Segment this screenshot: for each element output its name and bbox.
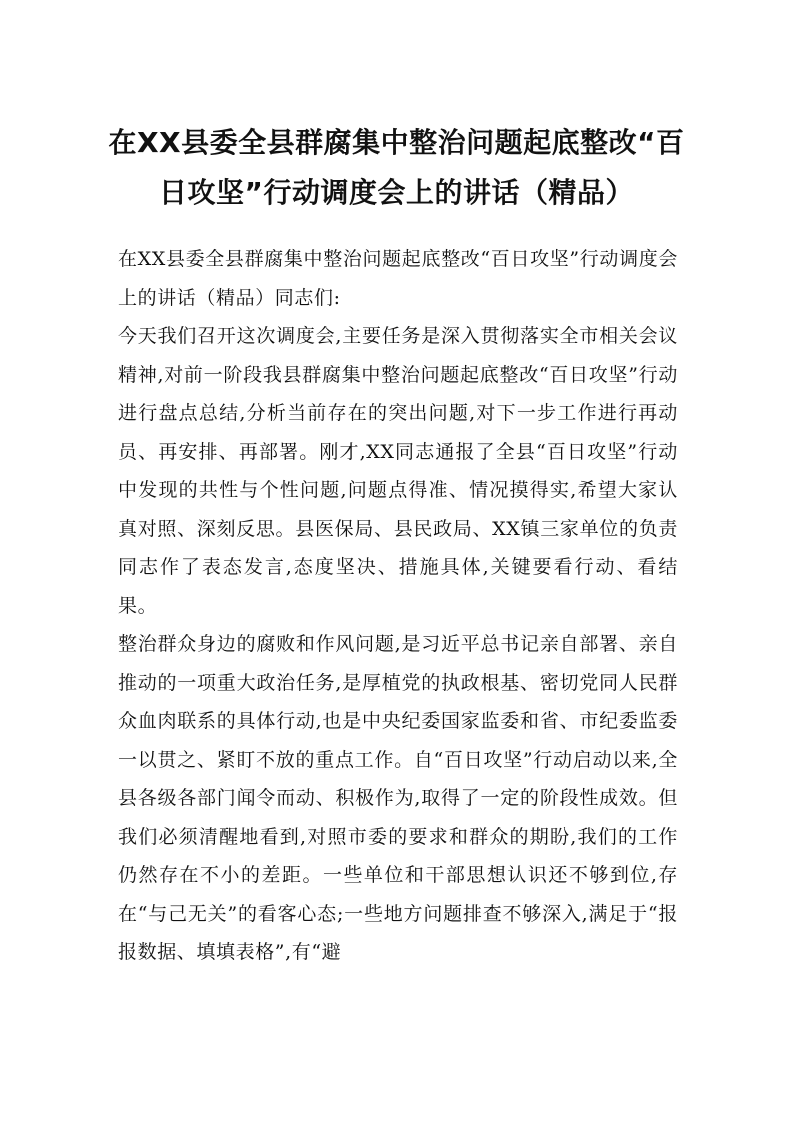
document-title: 在XX县委全县群腐集中整治问题起底整改“百日攻坚”行动调度会上的讲话（精品） [108,126,685,209]
paragraph-opening: 在XX县委全县群腐集中整治问题起底整改“百日攻坚”行动调度会上的讲话（精品）同志们: [118,248,678,309]
paragraph-political-task: 整治群众身边的腐败和作风问题,是习近平总书记亲自部署、亲自推动的一项重大政治任务,是厚植党的执政根基、密切党同人民群众血肉联系的具体行动,也是中央纪委国家监委和省、市纪委监委一以贯之、紧盯不放的重点工作。自“百日攻坚”行动启动以来,全县各级各部门闻令而动、积极作为,取得了一定的阶段性成效。但我们必须清醒地看到,对照市委的要求和群众的期盼,我们的工作仍然存在不小的差距。一些单位和干部思想认识还不够到位,存在“与己无关”的看客心态;一些地方问题排查不够深入,满足于“报报数据、填填表格”,有“避 [118,633,678,963]
paragraph-meeting-purpose: 今天我们召开这次调度会,主要任务是深入贯彻落实全市相关会议精神,对前一阶段我县群腐集中整治问题起底整改“百日攻坚”行动进行盘点总结,分析当前存在的突出问题,对下一步工作进行再动员、再安排、再部署。刚才,XX同志通报了全县“百日攻坚”行动中发现的共性与个性问题,问题点得准、情况摸得实,希望大家认真对照、深刻反思。县医保局、县民政局、XX镇三家单位的负责同志作了表态发言,态度坚决、措施具体,关键要看行动、看结果。 [118,325,678,617]
document-body [118,240,678,972]
